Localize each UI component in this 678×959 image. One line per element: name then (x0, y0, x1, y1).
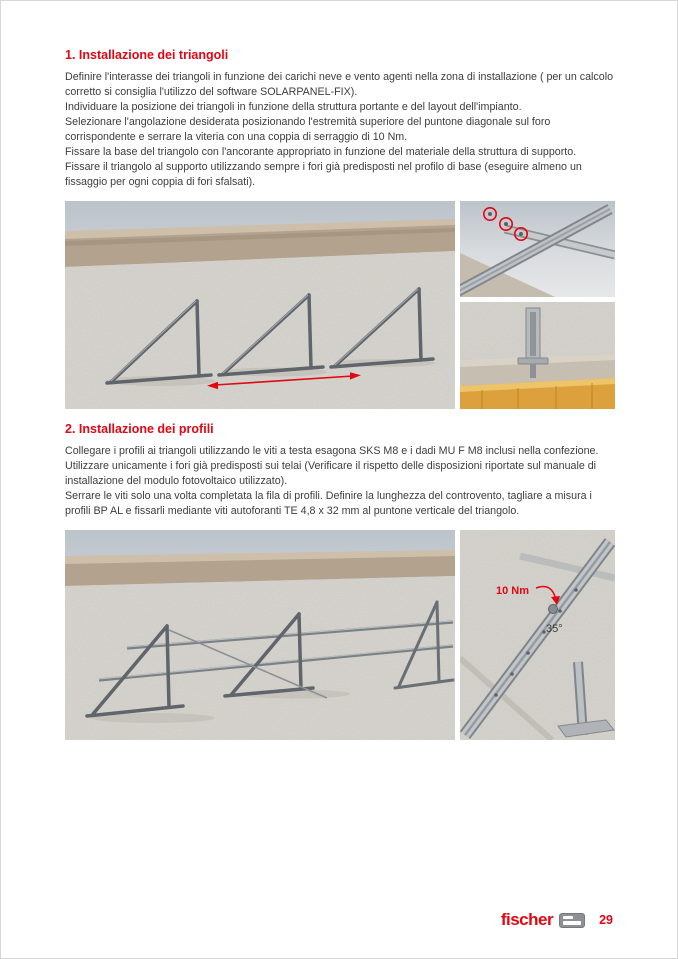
figure-detail-top-fixing (460, 201, 615, 297)
paragraph: Fissare la base del triangolo con l'ancorante appropriato in funzione del materiale della struttura di supporto. (65, 146, 577, 158)
brand-wordmark: fischer (500, 910, 554, 929)
section-2 (65, 422, 615, 740)
figure-detail-base-anchor (460, 302, 615, 409)
section-1 (65, 48, 615, 409)
paragraph: Individuare la posizione dei triangoli in funzione della struttura portante e del layout dell'impianto. (65, 101, 522, 113)
section2-body (65, 444, 615, 519)
section1-title: 1. Installazione dei triangoli (65, 48, 229, 62)
paragraph: Selezionare l'angolazione desiderata posizionando l'estremità superiore del puntone diagonale sul foro corrispondente e serrare la viteria con una coppia di serraggio di 10 Nm. (65, 116, 551, 143)
paragraph: Collegare i profili ai triangoli utilizzando le viti a testa esagona SKS M8 e i dadi MU F M8 inclusi nella confezione. Utilizzare unicamente i fori già predisposti sui telai (Verificare il rispetto delle disposizioni riportate sul manuale di installazione del modulo fotovoltaico utilizzato). (65, 445, 599, 487)
gravel-roof (65, 251, 455, 409)
figure-row-2 (65, 530, 615, 740)
figure-triangles-roof-photo (65, 201, 455, 409)
angle-label: 35° (546, 623, 563, 635)
paragraph: Serrare le viti solo una volta completata la fila di profili. Definire la lunghezza del controvento, tagliare a misura i profili BP AL e fissarli mediante viti autoforanti TE 4,8 x 32 mm al puntone verticale del triangolo. (65, 490, 592, 517)
paragraph: Definire l'interasse dei triangoli in funzione dei carichi neve e vento agenti nella zona di installazione ( per un calcolo corretto si consiglia l'utilizzo del software SOLARPANEL-FIX). (65, 71, 614, 98)
torque-label: 10 Nm (496, 585, 530, 597)
figure-detail-angle-torque (460, 530, 615, 740)
figure-profiles-roof-photo (65, 530, 455, 740)
page-number: 29 (599, 913, 613, 927)
fischer-logo-icon (559, 913, 585, 928)
section1-body (65, 70, 615, 190)
figure-row-1 (65, 201, 615, 409)
page-footer (501, 910, 613, 930)
page-content (65, 48, 615, 740)
section2-title: 2. Installazione dei profili (65, 422, 214, 436)
paragraph: Fissare il triangolo al supporto utilizzando sempre i fori già predisposti nel profilo di base (eseguire almeno un fissaggio per ogni coppia di fori sfalsati). (65, 161, 582, 188)
figure1-detail-column (460, 201, 615, 409)
bolt-head (549, 605, 558, 614)
